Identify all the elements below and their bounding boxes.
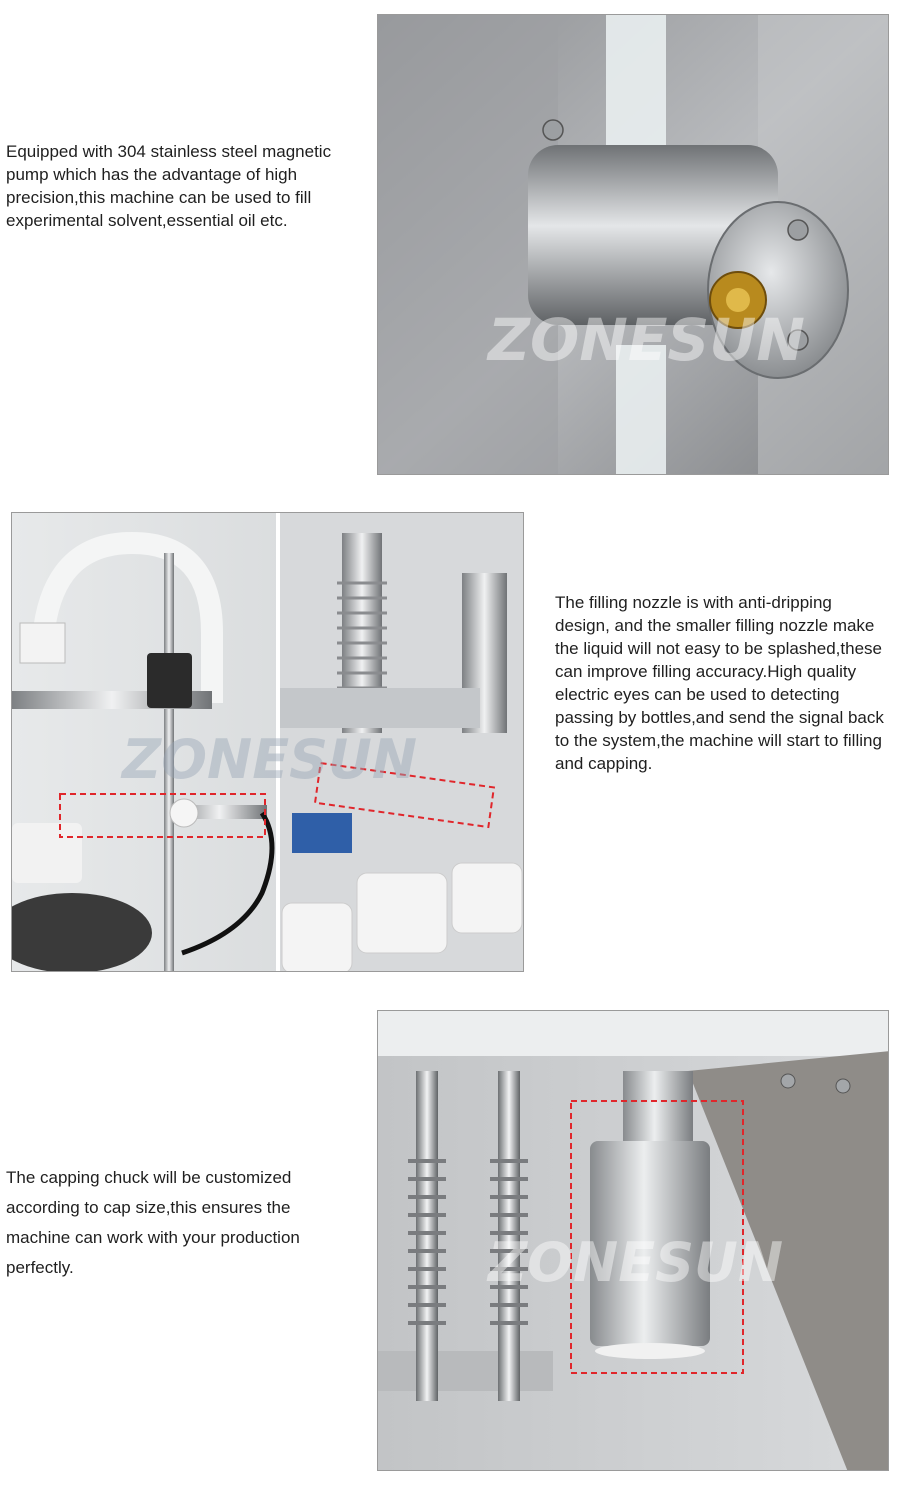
photo-watermark: ZONESUN — [122, 728, 418, 791]
photo-watermark: ZONESUN — [488, 1231, 784, 1294]
pump-illustration — [378, 15, 889, 475]
chuck-illustration — [378, 1011, 889, 1471]
capping-chuck-description: The capping chuck will be customized according to cap size,this ensures the machine can work with your production perfectly. — [6, 1168, 300, 1277]
magnetic-pump-photo — [377, 14, 889, 475]
filling-nozzle-description: The filling nozzle is with anti-dripping design, and the smaller filling nozzle make the liquid will not easy to be splashed,these can improve filling accuracy.High quality electric eyes can be used to detecting passing by bottles,and send the signal back to the system,the machine will start to filling and capping. — [555, 593, 884, 773]
filling-nozzle-photo — [11, 512, 524, 972]
photo-watermark: ZONESUN — [488, 306, 805, 374]
nozzle-illustration — [12, 513, 524, 972]
capping-chuck-photo — [377, 1010, 889, 1471]
magnetic-pump-description: Equipped with 304 stainless steel magnetic pump which has the advantage of high precision,this machine can be used to fill experimental solvent,essential oil etc. — [6, 142, 332, 230]
